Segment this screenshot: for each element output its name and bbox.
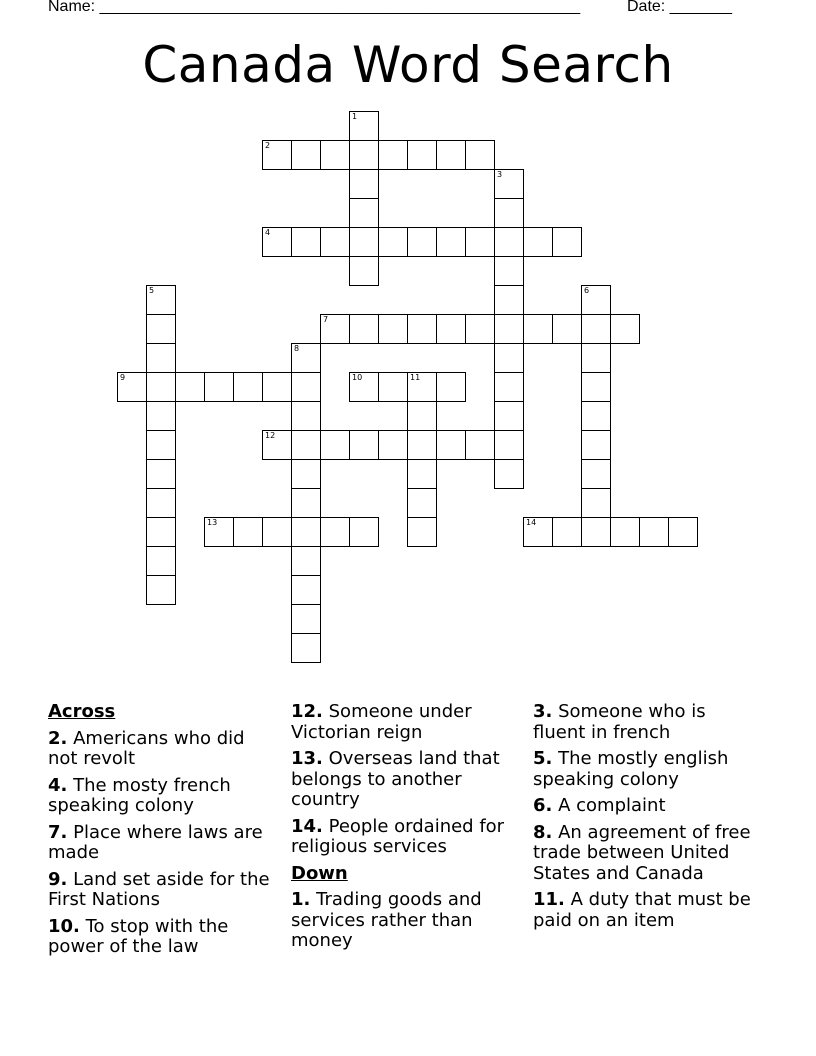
- clues-column-2: [291, 702, 521, 958]
- crossword-cell[interactable]: [494, 198, 524, 228]
- clue-number: 12: [265, 431, 276, 440]
- crossword-cell[interactable]: [407, 488, 437, 518]
- clue-item: 8. An agreement of free trade between United States and Canada: [533, 821, 751, 884]
- crossword-cell[interactable]: [407, 459, 437, 489]
- crossword-cell[interactable]: [262, 430, 292, 460]
- crossword-cell[interactable]: [291, 633, 321, 663]
- crossword-cell[interactable]: [146, 430, 176, 460]
- crossword-cell[interactable]: [581, 517, 611, 547]
- crossword-cell[interactable]: [146, 517, 176, 547]
- crossword-cell[interactable]: [523, 314, 553, 344]
- clue-item: 10. To stop with the power of the law: [48, 915, 229, 957]
- clue-item: 11. A duty that must be paid on an item: [533, 889, 751, 931]
- crossword-cell[interactable]: [349, 372, 379, 402]
- crossword-cell[interactable]: [494, 343, 524, 373]
- crossword-cell[interactable]: [523, 227, 553, 257]
- crossword-cell[interactable]: [262, 227, 292, 257]
- crossword-cell[interactable]: [291, 488, 321, 518]
- clue-number: 6: [584, 286, 590, 295]
- clue-number: 5: [149, 286, 155, 295]
- crossword-cell[interactable]: [262, 517, 292, 547]
- crossword-cell[interactable]: [175, 372, 205, 402]
- crossword-cell[interactable]: [407, 401, 437, 431]
- crossword-cell[interactable]: [581, 488, 611, 518]
- crossword-cell[interactable]: [349, 256, 379, 286]
- crossword-cell[interactable]: [407, 140, 437, 170]
- crossword-cell[interactable]: [146, 285, 176, 315]
- clue-item: 13. Overseas land that belongs to another country: [291, 748, 500, 810]
- crossword-cell[interactable]: [146, 343, 176, 373]
- crossword-cell[interactable]: [349, 430, 379, 460]
- crossword-cell[interactable]: [146, 546, 176, 576]
- clue-item: 2. Americans who did not revolt: [48, 727, 245, 769]
- crossword-cell[interactable]: [581, 314, 611, 344]
- crossword-cell[interactable]: [494, 430, 524, 460]
- crossword-cell[interactable]: [465, 314, 495, 344]
- crossword-cell[interactable]: [378, 314, 408, 344]
- crossword-cell[interactable]: [262, 140, 292, 170]
- crossword-cell[interactable]: [581, 285, 611, 315]
- crossword-cell[interactable]: [552, 227, 582, 257]
- crossword-cell[interactable]: [436, 227, 466, 257]
- clue-number: 7: [323, 315, 329, 324]
- crossword-cell[interactable]: [581, 430, 611, 460]
- crossword-cell[interactable]: [349, 169, 379, 199]
- crossword-cell[interactable]: [668, 517, 698, 547]
- crossword-cell[interactable]: [291, 546, 321, 576]
- crossword-cell[interactable]: [233, 517, 263, 547]
- crossword-cell[interactable]: [407, 372, 437, 402]
- crossword-cell[interactable]: [494, 372, 524, 402]
- crossword-cell[interactable]: [494, 169, 524, 199]
- clue-number: 1: [352, 112, 358, 121]
- crossword-cell[interactable]: [291, 604, 321, 634]
- clue-number: 9: [120, 373, 126, 382]
- crossword-cell[interactable]: [494, 459, 524, 489]
- crossword-cell[interactable]: [407, 430, 437, 460]
- crossword-cell[interactable]: [552, 314, 582, 344]
- clue-item: 4. The mosty french speaking colony: [48, 774, 231, 816]
- clue-number: 3: [497, 170, 503, 179]
- crossword-cell[interactable]: [465, 227, 495, 257]
- crossword-cell[interactable]: [262, 372, 292, 402]
- clue-item: 5. The mostly english speaking colony: [533, 748, 729, 790]
- crossword-cell[interactable]: [204, 517, 234, 547]
- clue-item: 7. Place where laws are made: [48, 821, 263, 863]
- crossword-cell[interactable]: [291, 343, 321, 373]
- crossword-cell[interactable]: [146, 488, 176, 518]
- crossword-cell[interactable]: [291, 227, 321, 257]
- crossword-cell[interactable]: [581, 401, 611, 431]
- clue-number: 10: [352, 373, 363, 382]
- crossword-cell[interactable]: [494, 227, 524, 257]
- clues-column-3: [533, 702, 763, 937]
- crossword-cell[interactable]: [291, 575, 321, 605]
- clue-number: 11: [410, 373, 421, 382]
- clue-item: 3. Someone who is fluent in french: [533, 701, 706, 743]
- crossword-cell[interactable]: [494, 401, 524, 431]
- crossword-cell[interactable]: [378, 372, 408, 402]
- crossword-cell[interactable]: [320, 227, 350, 257]
- clue-item: 9. Land set aside for the First Nations: [48, 868, 270, 910]
- crossword-cell[interactable]: [146, 401, 176, 431]
- crossword-cell[interactable]: [581, 372, 611, 402]
- crossword-cell[interactable]: [639, 517, 669, 547]
- date-field-label: Date: _______: [627, 0, 732, 15]
- crossword-cell[interactable]: [378, 140, 408, 170]
- crossword-cell[interactable]: [581, 343, 611, 373]
- clue-number: 4: [265, 228, 271, 237]
- crossword-cell[interactable]: [436, 140, 466, 170]
- crossword-cell[interactable]: [291, 517, 321, 547]
- crossword-cell[interactable]: [146, 372, 176, 402]
- crossword-cell[interactable]: [349, 314, 379, 344]
- crossword-cell[interactable]: [349, 227, 379, 257]
- clues-column-1: [48, 702, 278, 964]
- clue-item: 14. People ordained for religious services: [291, 815, 505, 857]
- crossword-cell[interactable]: [465, 140, 495, 170]
- clue-number: 13: [207, 518, 218, 527]
- crossword-cell[interactable]: [610, 517, 640, 547]
- crossword-cell[interactable]: [320, 140, 350, 170]
- crossword-cell[interactable]: [494, 314, 524, 344]
- crossword-cell[interactable]: [349, 140, 379, 170]
- crossword-cell[interactable]: [610, 314, 640, 344]
- crossword-cell[interactable]: [436, 430, 466, 460]
- clue-item: 6. A complaint: [533, 795, 666, 816]
- clue-item: 1. Trading goods and services rather than money: [291, 889, 482, 951]
- crossword-cell[interactable]: [291, 430, 321, 460]
- crossword-cell[interactable]: [494, 285, 524, 315]
- clue-number: 14: [526, 518, 537, 527]
- clue-number: 8: [294, 344, 300, 353]
- clue-number: 2: [265, 141, 271, 150]
- crossword-cell[interactable]: [494, 256, 524, 286]
- crossword-cell[interactable]: [349, 517, 379, 547]
- crossword-cell[interactable]: [204, 372, 234, 402]
- crossword-cell[interactable]: [146, 459, 176, 489]
- crossword-cell[interactable]: [581, 459, 611, 489]
- crossword-cell[interactable]: [233, 372, 263, 402]
- page-title: Canada Word Search: [142, 36, 674, 94]
- crossword-cell[interactable]: [349, 111, 379, 141]
- crossword-cell[interactable]: [436, 372, 466, 402]
- crossword-cell[interactable]: [407, 517, 437, 547]
- crossword-cell[interactable]: [117, 372, 147, 402]
- crossword-cell[interactable]: [146, 314, 176, 344]
- crossword-cell[interactable]: [291, 459, 321, 489]
- crossword-cell[interactable]: [291, 372, 321, 402]
- crossword-cell[interactable]: [291, 401, 321, 431]
- across-heading: Across: [48, 701, 116, 722]
- crossword-cell[interactable]: [378, 430, 408, 460]
- clue-item: 12. Someone under Victorian reign: [291, 701, 472, 743]
- crossword-cell[interactable]: [320, 517, 350, 547]
- name-field-label: Name: ______________________________________________________: [48, 0, 581, 15]
- crossword-cell[interactable]: [465, 430, 495, 460]
- crossword-cell[interactable]: [146, 575, 176, 605]
- crossword-cell[interactable]: [523, 517, 553, 547]
- crossword-cell[interactable]: [349, 198, 379, 228]
- crossword-cell[interactable]: [407, 227, 437, 257]
- crossword-cell[interactable]: [436, 314, 466, 344]
- crossword-cell[interactable]: [320, 430, 350, 460]
- crossword-cell[interactable]: [378, 227, 408, 257]
- crossword-cell[interactable]: [407, 314, 437, 344]
- down-heading: Down: [291, 862, 348, 884]
- crossword-cell[interactable]: [552, 517, 582, 547]
- crossword-cell[interactable]: [320, 314, 350, 344]
- crossword-cell[interactable]: [291, 140, 321, 170]
